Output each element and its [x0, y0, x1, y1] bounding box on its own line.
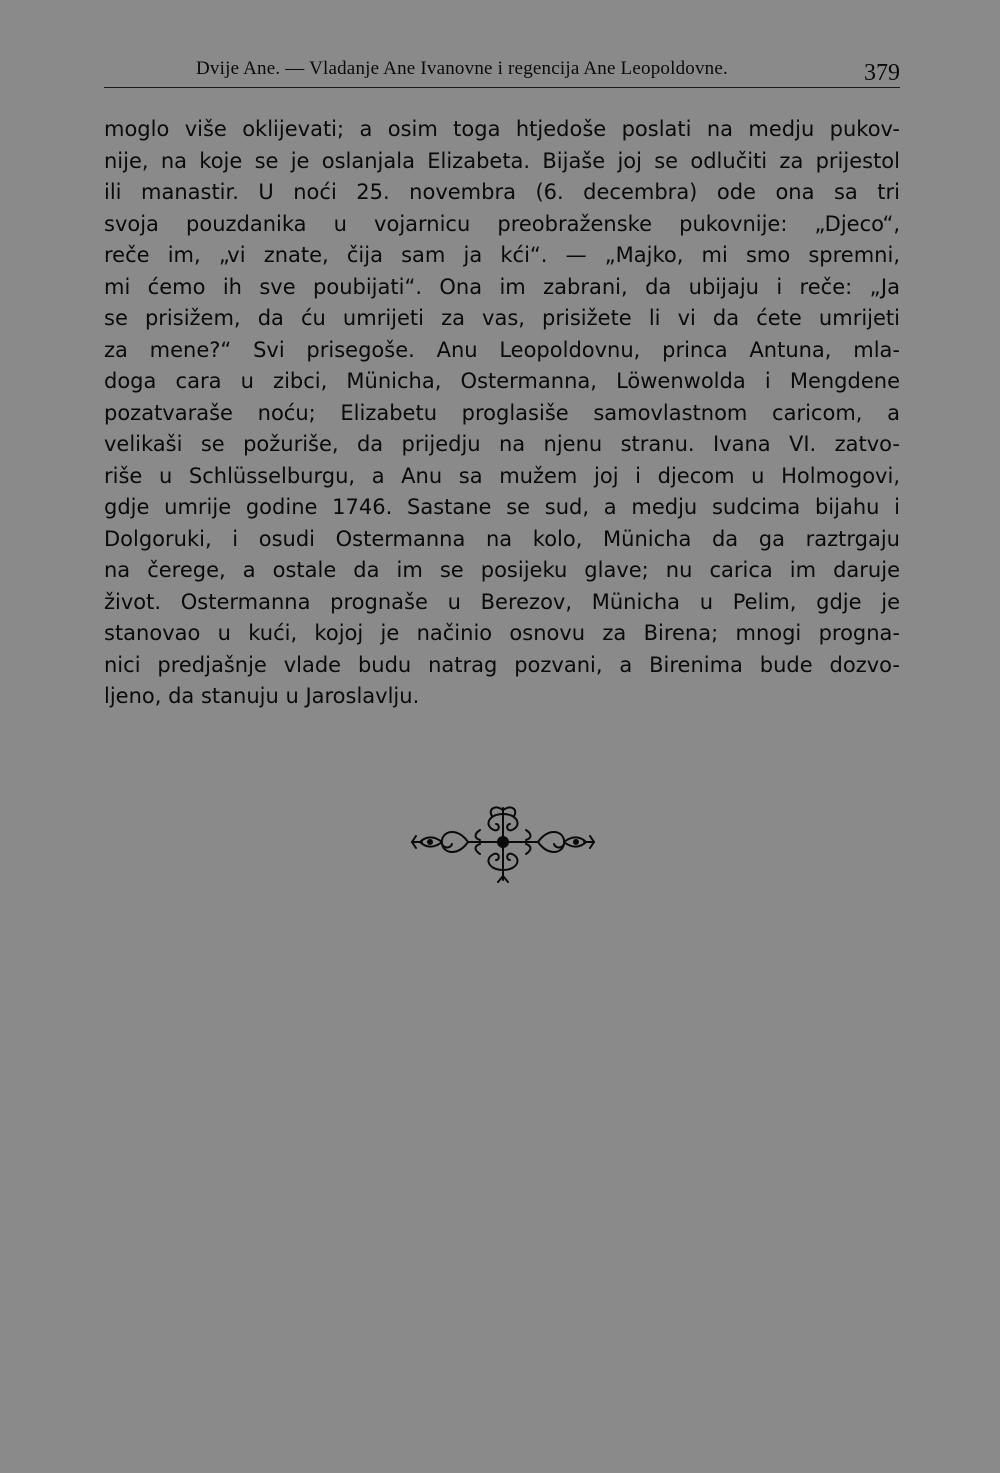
header-title: Dvije Ane. — Vladanje Ane Ivanovne i regencija Ane Leopoldovne.: [196, 58, 728, 79]
text-line: na čerege, a ostale da im se posijeku glave; nu carica im daruje: [104, 558, 900, 582]
text-line: moglo više oklijevati; a osim toga htjedoše poslati na medju pukov-: [104, 117, 900, 141]
running-header: [104, 56, 904, 92]
text-line: se prisižem, da ću umrijeti za vas, prisižete li vi da ćete umrijeti: [104, 306, 900, 330]
text-line: ili manastir. U noći 25. novembra (6. decembra) ode ona sa tri: [104, 180, 900, 204]
text-line: pozatvaraše noću; Elizabetu proglasiše samovlastnom caricom, a: [104, 400, 900, 425]
page-number: 379: [864, 60, 900, 86]
text-line: gdje umrije godine 1746. Sastane se sud, a medju sudcima bijahu i: [104, 495, 900, 519]
text-line: nije, na koje se je oslanjala Elizabeta. Bijaše joj se odlučiti za prijestol: [104, 148, 900, 173]
text-line: ljeno, da stanuju u Jaroslavlju.: [104, 684, 420, 708]
text-line: stanovao u kući, kojoj je načinio osnovu za Birena; mnogi progna-: [104, 621, 900, 645]
text-line: život. Ostermanna prognaše u Berezov, Münicha u Pelim, gdje je: [104, 589, 900, 614]
text-line: mi ćemo ih sve poubijati“. Ona im zabrani, da ubijaju i reče: „Ja: [104, 274, 900, 299]
text-line: doga cara u zibci, Münicha, Ostermanna, Löwenwolda i Mengdene: [104, 369, 900, 393]
text-line: velikaši se požuriše, da prijedju na njenu stranu. Ivana VI. zatvo-: [104, 432, 900, 456]
body-paragraph: [104, 114, 900, 713]
header-rule: [104, 87, 900, 88]
text-line: nici predjašnje vlade budu natrag pozvani, a Birenima bude dozvo-: [104, 652, 900, 677]
text-line: svoja pouzdanika u vojarnicu preobraženske pukovnije: „Djeco“,: [104, 211, 900, 236]
floral-ornament-icon: [408, 800, 598, 884]
text-line: riše u Schlüsselburgu, a Anu sa mužem joj i djecom u Holmogovi,: [104, 463, 900, 488]
text-line: reče im, „vi znate, čija sam ja kći“. — „Majko, mi smo spremni,: [104, 243, 900, 267]
text-line: za mene?“ Svi prisegoše. Anu Leopoldovnu, princa Antuna, mla-: [104, 337, 900, 362]
text-line: Dolgoruki, i osudi Ostermanna na kolo, Münicha da ga raztrgaju: [104, 526, 900, 551]
